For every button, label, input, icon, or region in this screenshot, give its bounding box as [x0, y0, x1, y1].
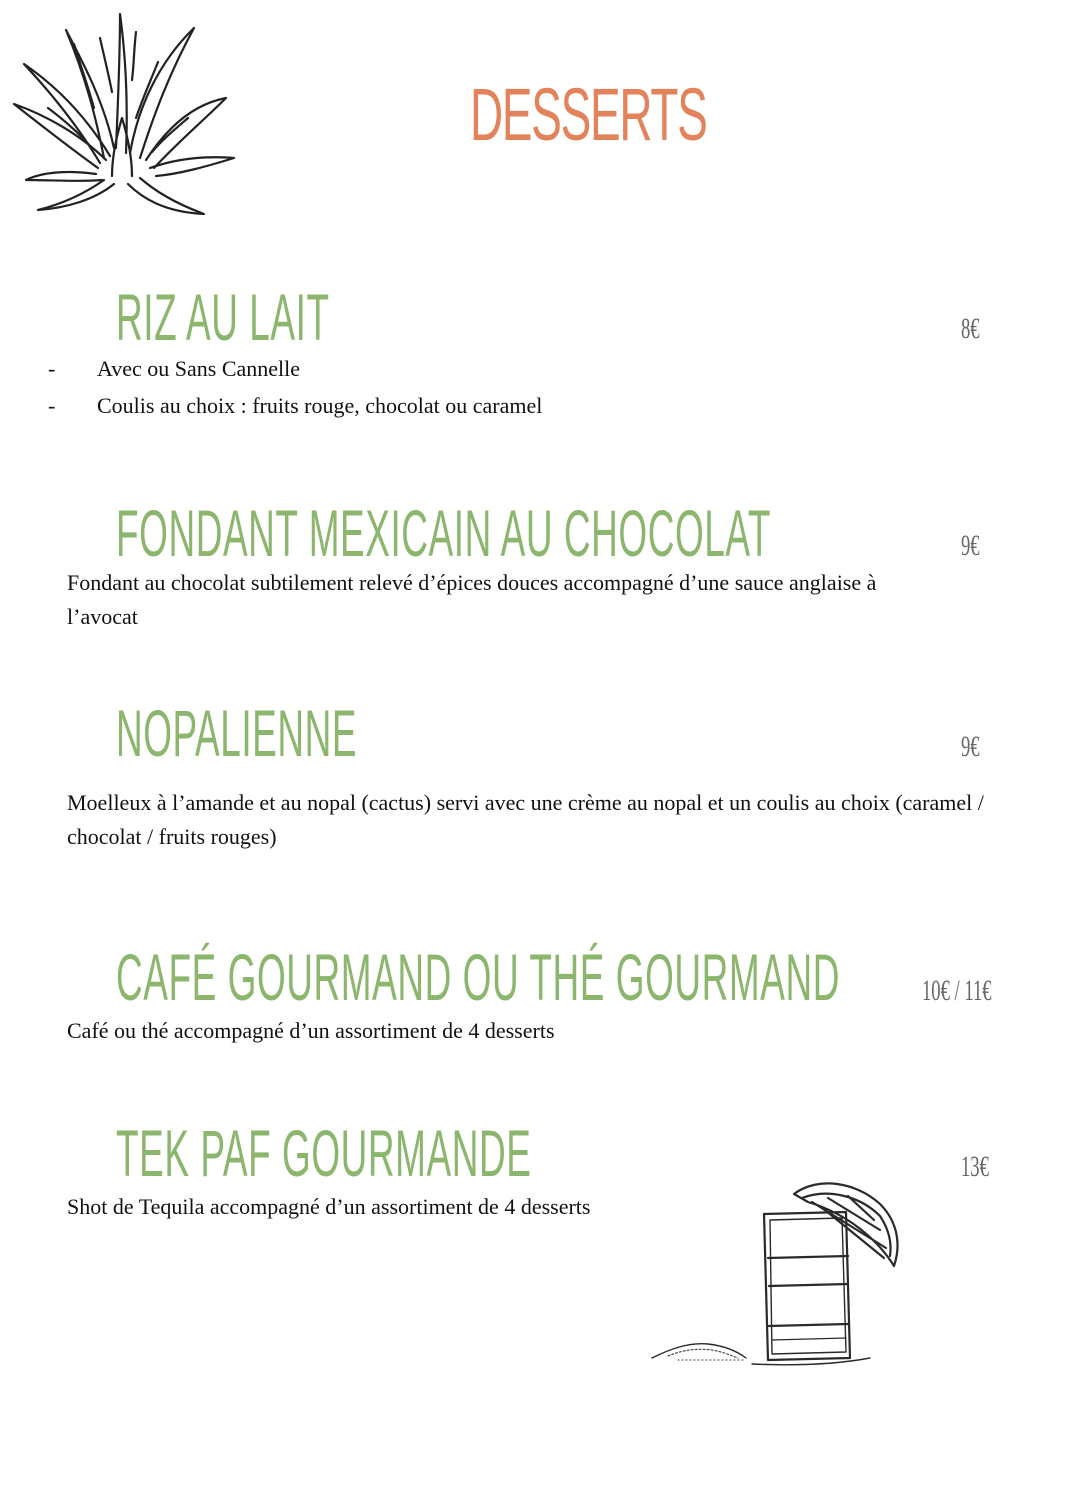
list-item: - Avec ou Sans Cannelle — [48, 350, 542, 387]
agave-plant-icon — [8, 8, 238, 218]
item-price-nopalienne: 9€ — [961, 730, 980, 763]
riz-au-lait-options — [48, 350, 542, 424]
list-item: - Coulis au choix : fruits rouge, chocolat ou caramel — [48, 387, 542, 424]
item-price-cafe-gourmand: 10€ / 11€ — [922, 974, 992, 1007]
item-title-riz-au-lait: RIZ AU LAIT — [116, 280, 330, 354]
item-description-nopalienne: Moelleux à l’amande et au nopal (cactus) servi avec une crème au nopal et un coulis au choix (caramel / chocolat / fruits rouges) — [67, 790, 984, 849]
item-description-cafe-gourmand: Café ou thé accompagné d’un assortiment de 4 desserts — [67, 1018, 555, 1043]
page-title: DESSERTS — [470, 73, 707, 156]
item-description-tek-paf: Shot de Tequila accompagné d’un assortiment de 4 desserts — [67, 1194, 591, 1219]
item-title-nopalienne: NOPALIENNE — [116, 696, 358, 770]
item-title-tek-paf: TEK PAF GOURMANDE — [116, 1116, 532, 1190]
item-price-fondant: 9€ — [961, 529, 980, 562]
item-price-tek-paf: 13€ — [961, 1150, 989, 1183]
item-price-riz-au-lait: 8€ — [961, 312, 980, 345]
item-title-cafe-gourmand: CAFÉ GOURMAND OU THÉ GOURMAND — [116, 940, 840, 1014]
item-title-fondant: FONDANT MEXICAIN AU CHOCOLAT — [116, 496, 772, 570]
tequila-shot-icon — [648, 1180, 908, 1380]
item-description-fondant: Fondant au chocolat subtilement relevé d’épices douces accompagné d’une sauce anglaise à l’avocat — [67, 570, 877, 629]
